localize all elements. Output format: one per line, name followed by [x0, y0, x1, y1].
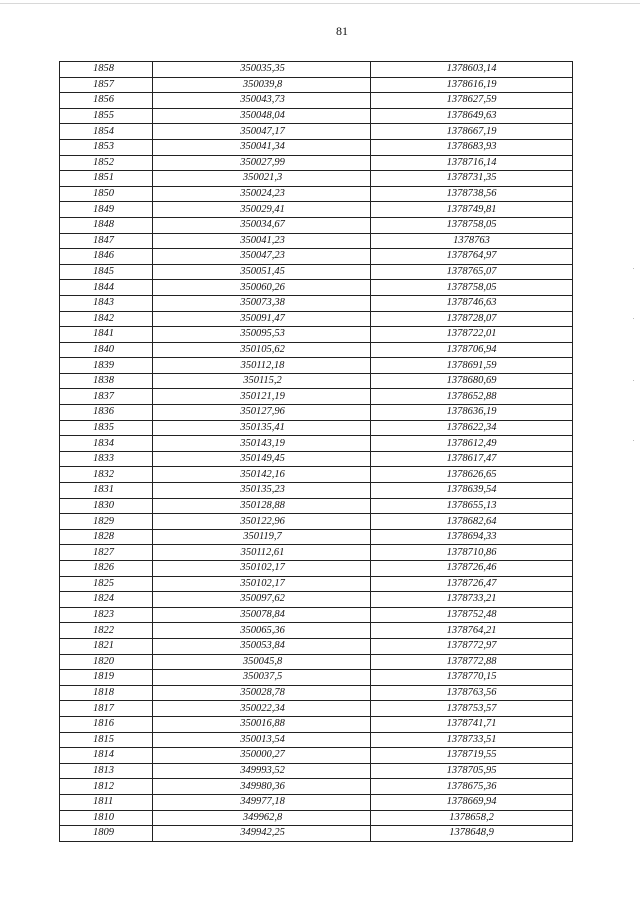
point-number-cell: 1824 — [60, 592, 153, 608]
y-coordinate-cell: 1378667,19 — [371, 124, 573, 140]
point-number-cell: 1812 — [60, 779, 153, 795]
point-number-cell: 1815 — [60, 732, 153, 748]
table-row — [60, 280, 573, 296]
x-coordinate-cell: 350028,78 — [153, 685, 371, 701]
edge-tick — [633, 380, 634, 381]
table-row — [60, 311, 573, 327]
y-coordinate-cell: 1378746,63 — [371, 295, 573, 311]
table-row — [60, 545, 573, 561]
table-row — [60, 498, 573, 514]
table-row — [60, 373, 573, 389]
y-coordinate-cell: 1378675,36 — [371, 779, 573, 795]
y-coordinate-cell: 1378722,01 — [371, 327, 573, 343]
table-row — [60, 483, 573, 499]
x-coordinate-cell: 350021,3 — [153, 171, 371, 187]
table-row — [60, 202, 573, 218]
y-coordinate-cell: 1378694,33 — [371, 529, 573, 545]
table-row — [60, 233, 573, 249]
y-coordinate-cell: 1378728,07 — [371, 311, 573, 327]
x-coordinate-cell: 350078,84 — [153, 607, 371, 623]
x-coordinate-cell: 350027,99 — [153, 155, 371, 171]
table-row — [60, 342, 573, 358]
x-coordinate-cell: 350115,2 — [153, 373, 371, 389]
y-coordinate-cell: 1378719,55 — [371, 748, 573, 764]
table-row — [60, 389, 573, 405]
point-number-cell: 1822 — [60, 623, 153, 639]
table-row — [60, 623, 573, 639]
point-number-cell: 1817 — [60, 701, 153, 717]
y-coordinate-cell: 1378705,95 — [371, 763, 573, 779]
y-coordinate-cell: 1378652,88 — [371, 389, 573, 405]
x-coordinate-cell: 349993,52 — [153, 763, 371, 779]
point-number-cell: 1828 — [60, 529, 153, 545]
x-coordinate-cell: 349962,8 — [153, 810, 371, 826]
y-coordinate-cell: 1378733,51 — [371, 732, 573, 748]
table-row — [60, 607, 573, 623]
edge-tick — [633, 268, 634, 269]
y-coordinate-cell: 1378648,9 — [371, 826, 573, 842]
x-coordinate-cell: 350149,45 — [153, 451, 371, 467]
x-coordinate-cell: 350142,16 — [153, 467, 371, 483]
point-number-cell: 1838 — [60, 373, 153, 389]
table-row — [60, 685, 573, 701]
point-number-cell: 1857 — [60, 77, 153, 93]
point-number-cell: 1851 — [60, 171, 153, 187]
table-row — [60, 748, 573, 764]
point-number-cell: 1847 — [60, 233, 153, 249]
table-row — [60, 576, 573, 592]
point-number-cell: 1841 — [60, 327, 153, 343]
y-coordinate-cell: 1378669,94 — [371, 794, 573, 810]
x-coordinate-cell: 350119,7 — [153, 529, 371, 545]
x-coordinate-cell: 350051,45 — [153, 264, 371, 280]
y-coordinate-cell: 1378706,94 — [371, 342, 573, 358]
x-coordinate-cell: 350102,17 — [153, 576, 371, 592]
x-coordinate-cell: 350048,04 — [153, 108, 371, 124]
point-number-cell: 1858 — [60, 62, 153, 78]
x-coordinate-cell: 350128,88 — [153, 498, 371, 514]
table-row — [60, 451, 573, 467]
point-number-cell: 1836 — [60, 405, 153, 421]
table-row — [60, 467, 573, 483]
page-number: 81 — [336, 24, 348, 38]
table-row — [60, 701, 573, 717]
point-number-cell: 1829 — [60, 514, 153, 530]
x-coordinate-cell: 350000,27 — [153, 748, 371, 764]
y-coordinate-cell: 1378763 — [371, 233, 573, 249]
point-number-cell: 1839 — [60, 358, 153, 374]
x-coordinate-cell: 350121,19 — [153, 389, 371, 405]
table-row — [60, 93, 573, 109]
y-coordinate-cell: 1378772,97 — [371, 638, 573, 654]
point-number-cell: 1854 — [60, 124, 153, 140]
table-row — [60, 358, 573, 374]
table-row — [60, 264, 573, 280]
x-coordinate-cell: 350135,23 — [153, 483, 371, 499]
y-coordinate-cell: 1378741,71 — [371, 716, 573, 732]
x-coordinate-cell: 350112,18 — [153, 358, 371, 374]
table-row — [60, 186, 573, 202]
x-coordinate-cell: 350035,35 — [153, 62, 371, 78]
point-number-cell: 1850 — [60, 186, 153, 202]
table-row — [60, 763, 573, 779]
y-coordinate-cell: 1378622,34 — [371, 420, 573, 436]
point-number-cell: 1840 — [60, 342, 153, 358]
y-coordinate-cell: 1378639,54 — [371, 483, 573, 499]
x-coordinate-cell: 350041,34 — [153, 139, 371, 155]
x-coordinate-cell: 350135,41 — [153, 420, 371, 436]
point-number-cell: 1846 — [60, 249, 153, 265]
y-coordinate-cell: 1378655,13 — [371, 498, 573, 514]
y-coordinate-cell: 1378749,81 — [371, 202, 573, 218]
x-coordinate-cell: 350143,19 — [153, 436, 371, 452]
x-coordinate-cell: 350065,36 — [153, 623, 371, 639]
edge-tick — [633, 440, 634, 441]
y-coordinate-cell: 1378758,05 — [371, 280, 573, 296]
table-row — [60, 62, 573, 78]
point-number-cell: 1823 — [60, 607, 153, 623]
table-row — [60, 779, 573, 795]
y-coordinate-cell: 1378770,15 — [371, 670, 573, 686]
point-number-cell: 1813 — [60, 763, 153, 779]
y-coordinate-cell: 1378617,47 — [371, 451, 573, 467]
y-coordinate-cell: 1378764,21 — [371, 623, 573, 639]
x-coordinate-cell: 350097,62 — [153, 592, 371, 608]
point-number-cell: 1825 — [60, 576, 153, 592]
y-coordinate-cell: 1378627,59 — [371, 93, 573, 109]
table-row — [60, 826, 573, 842]
y-coordinate-cell: 1378758,05 — [371, 217, 573, 233]
y-coordinate-cell: 1378603,14 — [371, 62, 573, 78]
x-coordinate-cell: 350024,23 — [153, 186, 371, 202]
x-coordinate-cell: 349942,25 — [153, 826, 371, 842]
point-number-cell: 1855 — [60, 108, 153, 124]
y-coordinate-cell: 1378691,59 — [371, 358, 573, 374]
table-row — [60, 124, 573, 140]
y-coordinate-cell: 1378765,07 — [371, 264, 573, 280]
x-coordinate-cell: 350060,26 — [153, 280, 371, 296]
x-coordinate-cell: 350122,96 — [153, 514, 371, 530]
x-coordinate-cell: 350034,67 — [153, 217, 371, 233]
y-coordinate-cell: 1378636,19 — [371, 405, 573, 421]
y-coordinate-cell: 1378772,88 — [371, 654, 573, 670]
table-row — [60, 139, 573, 155]
x-coordinate-cell: 350105,62 — [153, 342, 371, 358]
y-coordinate-cell: 1378716,14 — [371, 155, 573, 171]
y-coordinate-cell: 1378649,63 — [371, 108, 573, 124]
y-coordinate-cell: 1378764,97 — [371, 249, 573, 265]
point-number-cell: 1833 — [60, 451, 153, 467]
point-number-cell: 1853 — [60, 139, 153, 155]
x-coordinate-cell: 350043,73 — [153, 93, 371, 109]
y-coordinate-cell: 1378726,46 — [371, 561, 573, 577]
point-number-cell: 1844 — [60, 280, 153, 296]
y-coordinate-cell: 1378683,93 — [371, 139, 573, 155]
table-row — [60, 108, 573, 124]
x-coordinate-cell: 350091,47 — [153, 311, 371, 327]
table-row — [60, 529, 573, 545]
coordinates-table-body — [60, 62, 573, 842]
point-number-cell: 1856 — [60, 93, 153, 109]
table-row — [60, 514, 573, 530]
x-coordinate-cell: 350102,17 — [153, 561, 371, 577]
table-row — [60, 638, 573, 654]
x-coordinate-cell: 350013,54 — [153, 732, 371, 748]
point-number-cell: 1818 — [60, 685, 153, 701]
point-number-cell: 1820 — [60, 654, 153, 670]
x-coordinate-cell: 350047,23 — [153, 249, 371, 265]
y-coordinate-cell: 1378680,69 — [371, 373, 573, 389]
x-coordinate-cell: 350127,96 — [153, 405, 371, 421]
point-number-cell: 1832 — [60, 467, 153, 483]
table-row — [60, 810, 573, 826]
y-coordinate-cell: 1378733,21 — [371, 592, 573, 608]
point-number-cell: 1837 — [60, 389, 153, 405]
edge-tick — [633, 318, 634, 319]
top-border-line — [0, 3, 640, 4]
point-number-cell: 1816 — [60, 716, 153, 732]
point-number-cell: 1834 — [60, 436, 153, 452]
y-coordinate-cell: 1378763,56 — [371, 685, 573, 701]
point-number-cell: 1814 — [60, 748, 153, 764]
table-row — [60, 420, 573, 436]
table-row — [60, 171, 573, 187]
x-coordinate-cell: 350029,41 — [153, 202, 371, 218]
coordinates-table — [59, 61, 573, 842]
point-number-cell: 1826 — [60, 561, 153, 577]
y-coordinate-cell: 1378658,2 — [371, 810, 573, 826]
y-coordinate-cell: 1378612,49 — [371, 436, 573, 452]
point-number-cell: 1852 — [60, 155, 153, 171]
x-coordinate-cell: 350039,8 — [153, 77, 371, 93]
x-coordinate-cell: 350112,61 — [153, 545, 371, 561]
y-coordinate-cell: 1378738,56 — [371, 186, 573, 202]
point-number-cell: 1835 — [60, 420, 153, 436]
x-coordinate-cell: 350045,8 — [153, 654, 371, 670]
x-coordinate-cell: 350047,17 — [153, 124, 371, 140]
x-coordinate-cell: 350073,38 — [153, 295, 371, 311]
point-number-cell: 1809 — [60, 826, 153, 842]
x-coordinate-cell: 350016,88 — [153, 716, 371, 732]
point-number-cell: 1810 — [60, 810, 153, 826]
table-row — [60, 327, 573, 343]
y-coordinate-cell: 1378726,47 — [371, 576, 573, 592]
table-row — [60, 794, 573, 810]
table-row — [60, 670, 573, 686]
point-number-cell: 1842 — [60, 311, 153, 327]
x-coordinate-cell: 349977,18 — [153, 794, 371, 810]
point-number-cell: 1830 — [60, 498, 153, 514]
table-row — [60, 155, 573, 171]
point-number-cell: 1819 — [60, 670, 153, 686]
table-row — [60, 405, 573, 421]
point-number-cell: 1845 — [60, 264, 153, 280]
x-coordinate-cell: 349980,36 — [153, 779, 371, 795]
point-number-cell: 1821 — [60, 638, 153, 654]
table-row — [60, 77, 573, 93]
y-coordinate-cell: 1378753,57 — [371, 701, 573, 717]
point-number-cell: 1831 — [60, 483, 153, 499]
table-row — [60, 217, 573, 233]
table-row — [60, 732, 573, 748]
y-coordinate-cell: 1378682,64 — [371, 514, 573, 530]
point-number-cell: 1849 — [60, 202, 153, 218]
y-coordinate-cell: 1378626,65 — [371, 467, 573, 483]
x-coordinate-cell: 350037,5 — [153, 670, 371, 686]
y-coordinate-cell: 1378752,48 — [371, 607, 573, 623]
x-coordinate-cell: 350095,53 — [153, 327, 371, 343]
table-row — [60, 592, 573, 608]
table-row — [60, 249, 573, 265]
point-number-cell: 1827 — [60, 545, 153, 561]
y-coordinate-cell: 1378731,35 — [371, 171, 573, 187]
table-row — [60, 295, 573, 311]
x-coordinate-cell: 350041,23 — [153, 233, 371, 249]
x-coordinate-cell: 350022,34 — [153, 701, 371, 717]
point-number-cell: 1843 — [60, 295, 153, 311]
table-row — [60, 654, 573, 670]
table-row — [60, 716, 573, 732]
point-number-cell: 1848 — [60, 217, 153, 233]
table-row — [60, 561, 573, 577]
point-number-cell: 1811 — [60, 794, 153, 810]
y-coordinate-cell: 1378616,19 — [371, 77, 573, 93]
y-coordinate-cell: 1378710,86 — [371, 545, 573, 561]
x-coordinate-cell: 350053,84 — [153, 638, 371, 654]
table-row — [60, 436, 573, 452]
